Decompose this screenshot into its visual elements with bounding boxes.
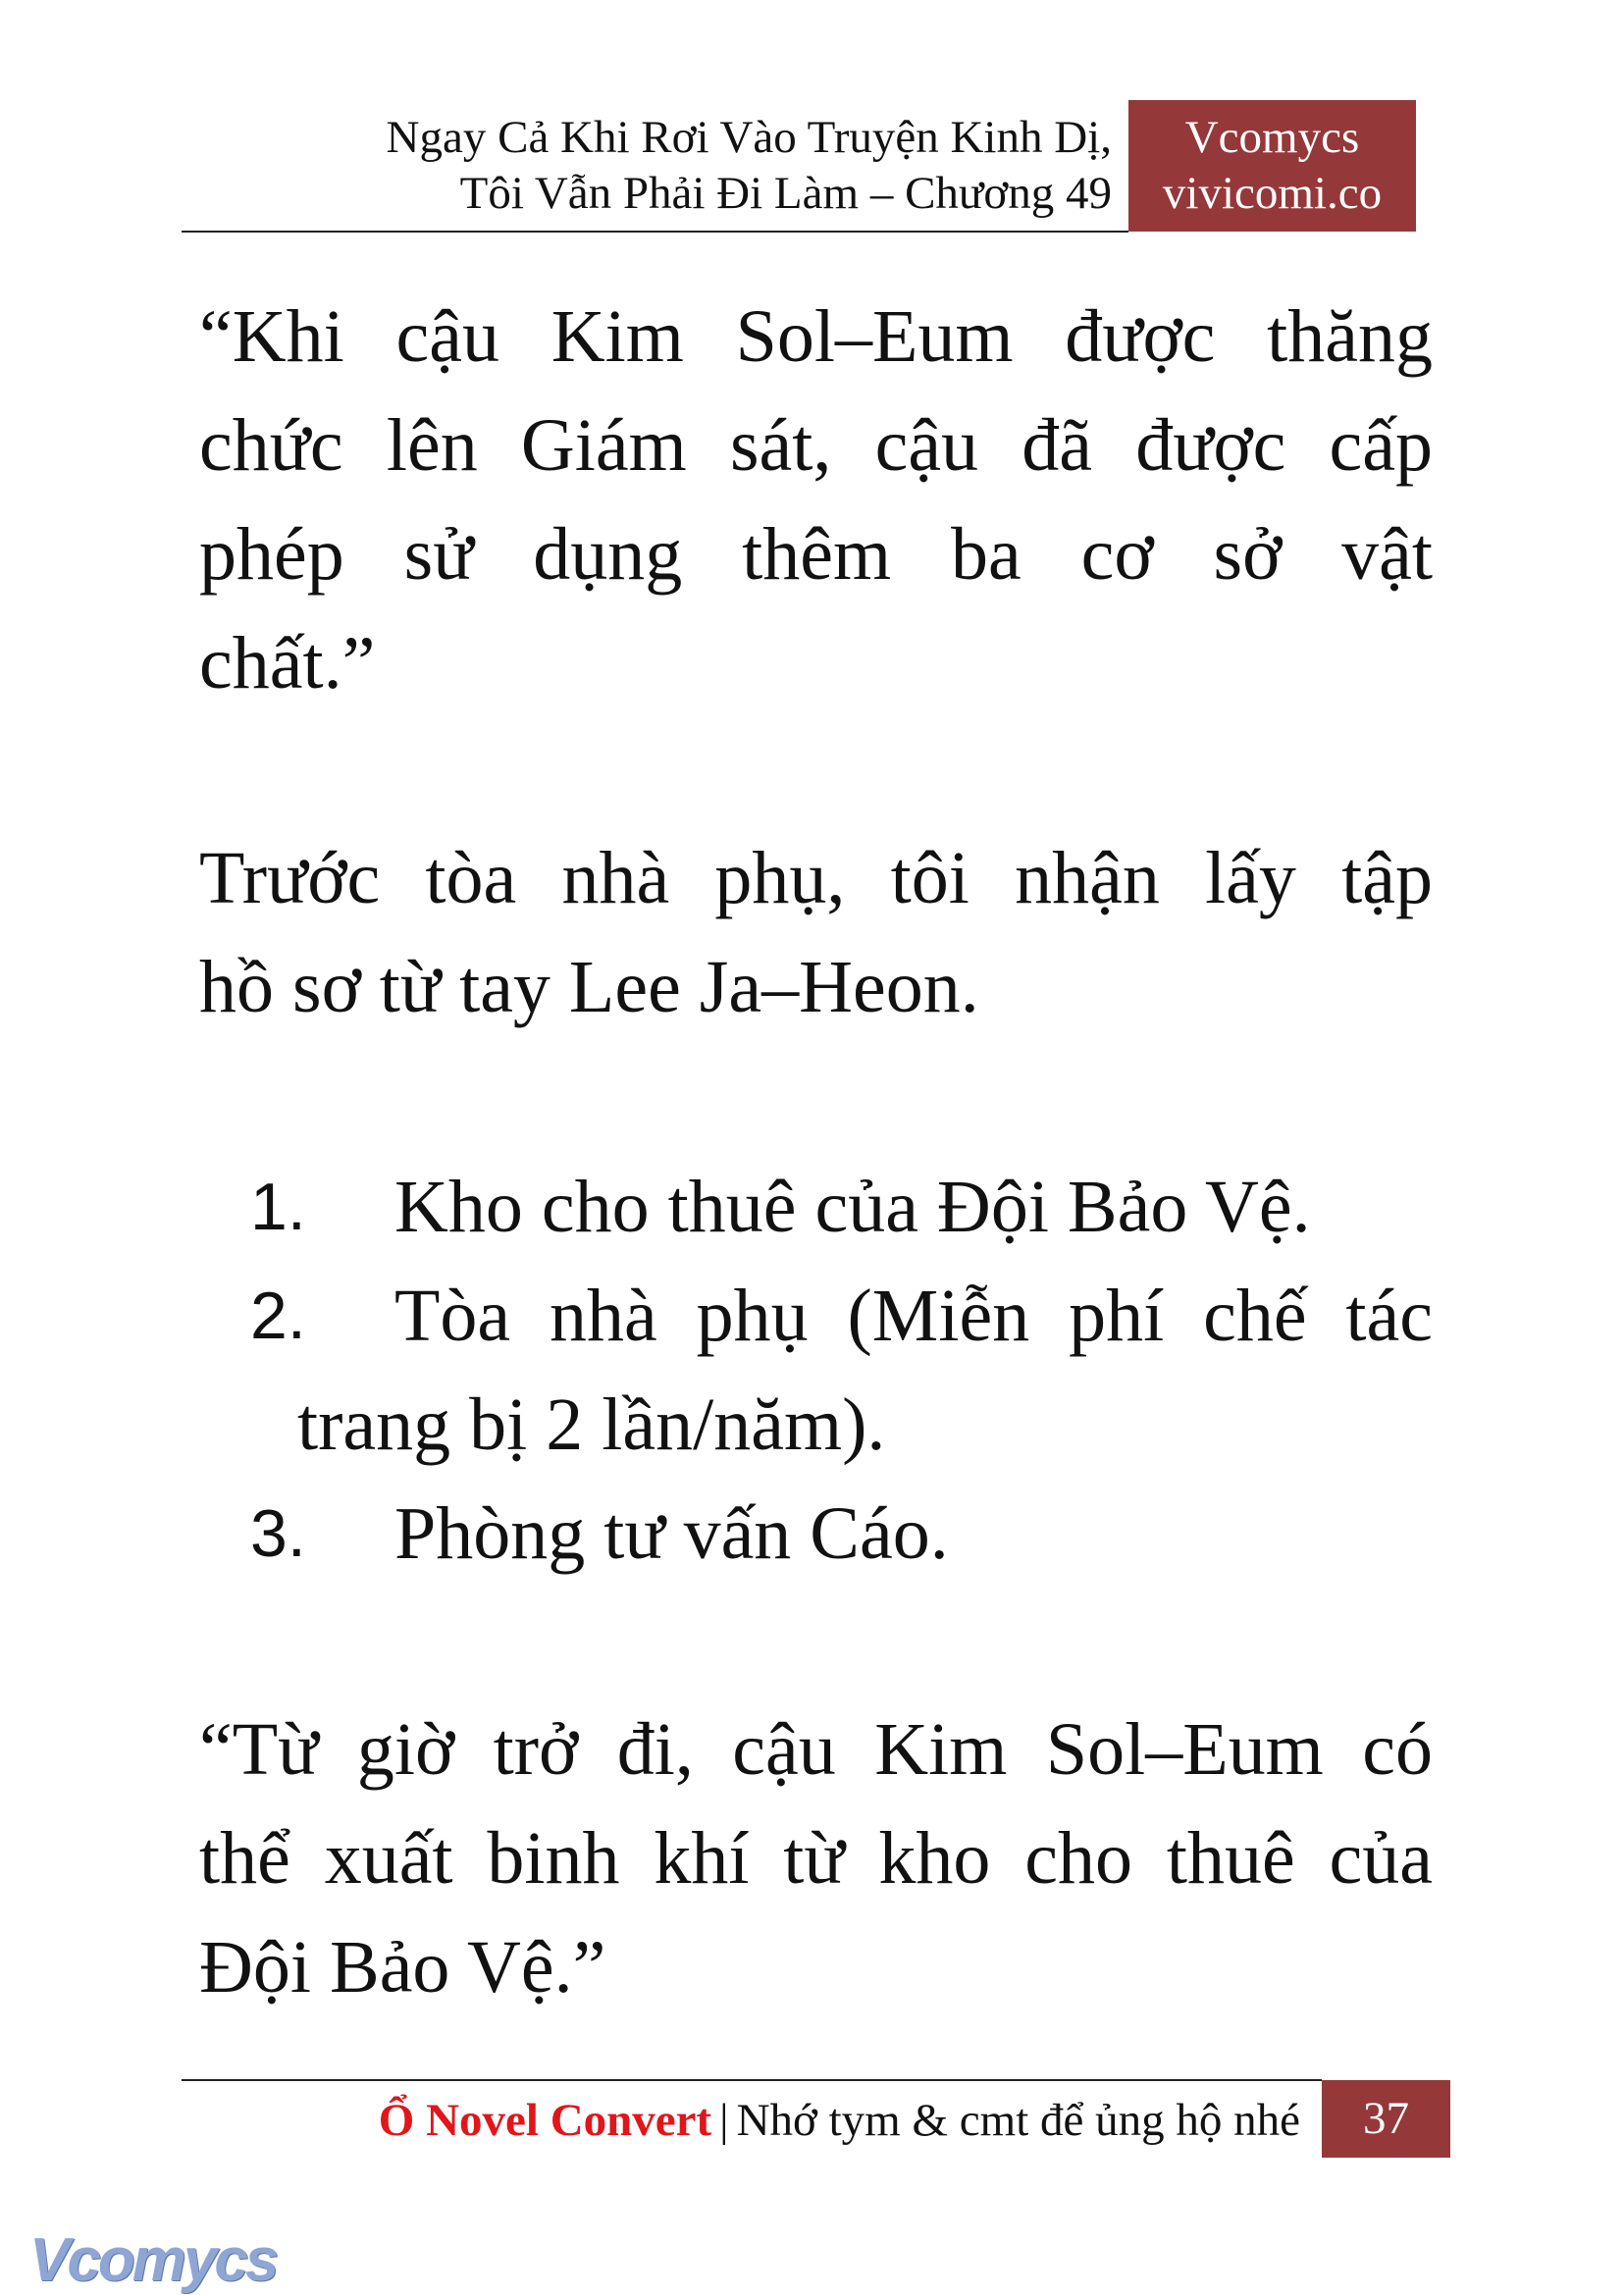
text-line: Trước tòa nhà phụ, tôi nhận lấy tập bbox=[199, 837, 1433, 919]
paragraph-2 bbox=[199, 824, 1433, 1042]
text-line: phép sử dụng thêm ba cơ sở vật bbox=[199, 513, 1433, 596]
text-line: Đội Bảo Vệ.” bbox=[199, 1926, 606, 2008]
list-number: 3. bbox=[250, 1496, 306, 1571]
text-line: chất.” bbox=[199, 622, 376, 704]
footer-message: Nhớ tym & cmt để ủng hộ nhé bbox=[736, 2095, 1300, 2146]
list-number: 2. bbox=[250, 1278, 306, 1353]
site-badge bbox=[1128, 100, 1416, 232]
vcomycs-logo: Vcomycs bbox=[29, 2226, 277, 2294]
list-item-continuation: trang bị 2 lần/năm). bbox=[297, 1383, 886, 1466]
text-line: hồ sơ từ tay Lee Ja–Heon. bbox=[199, 946, 979, 1028]
page-number: 37 bbox=[1322, 2080, 1450, 2158]
header-rule bbox=[182, 231, 1128, 233]
text-line: chức lên Giám sát, cậu đã được cấp bbox=[199, 404, 1433, 487]
paragraph-3 bbox=[199, 1695, 1433, 2022]
list-item: Tòa nhà phụ (Miễn phí chế tác bbox=[394, 1275, 1433, 1357]
paragraph-1 bbox=[199, 283, 1433, 718]
list-item: Kho cho thuê của Đội Bảo Vệ. bbox=[394, 1166, 1311, 1248]
site-name: Vcomycs bbox=[1184, 112, 1360, 163]
footer-brand: Ổ Novel Convert bbox=[378, 2095, 712, 2146]
text-line: “Khi cậu Kim Sol–Eum được thăng bbox=[199, 295, 1433, 378]
text-line: “Từ giờ trở đi, cậu Kim Sol–Eum có bbox=[199, 1708, 1433, 1791]
chapter-title bbox=[387, 110, 1112, 222]
chapter-title-line1: Ngay Cả Khi Rơi Vào Truyện Kinh Dị, bbox=[386, 112, 1112, 163]
footer-text bbox=[379, 2088, 1300, 2153]
list-number: 1. bbox=[250, 1170, 306, 1244]
site-url: vivicomi.co bbox=[1162, 168, 1383, 219]
list-item: Phòng tư vấn Cáo. bbox=[394, 1492, 949, 1575]
text-line: thể xuất binh khí từ kho cho thuê của bbox=[199, 1817, 1433, 1900]
chapter-title-line2: Tôi Vẫn Phải Đi Làm – Chương 49 bbox=[459, 168, 1112, 219]
footer-separator: | bbox=[719, 2095, 729, 2146]
footer-rule bbox=[182, 2079, 1322, 2081]
